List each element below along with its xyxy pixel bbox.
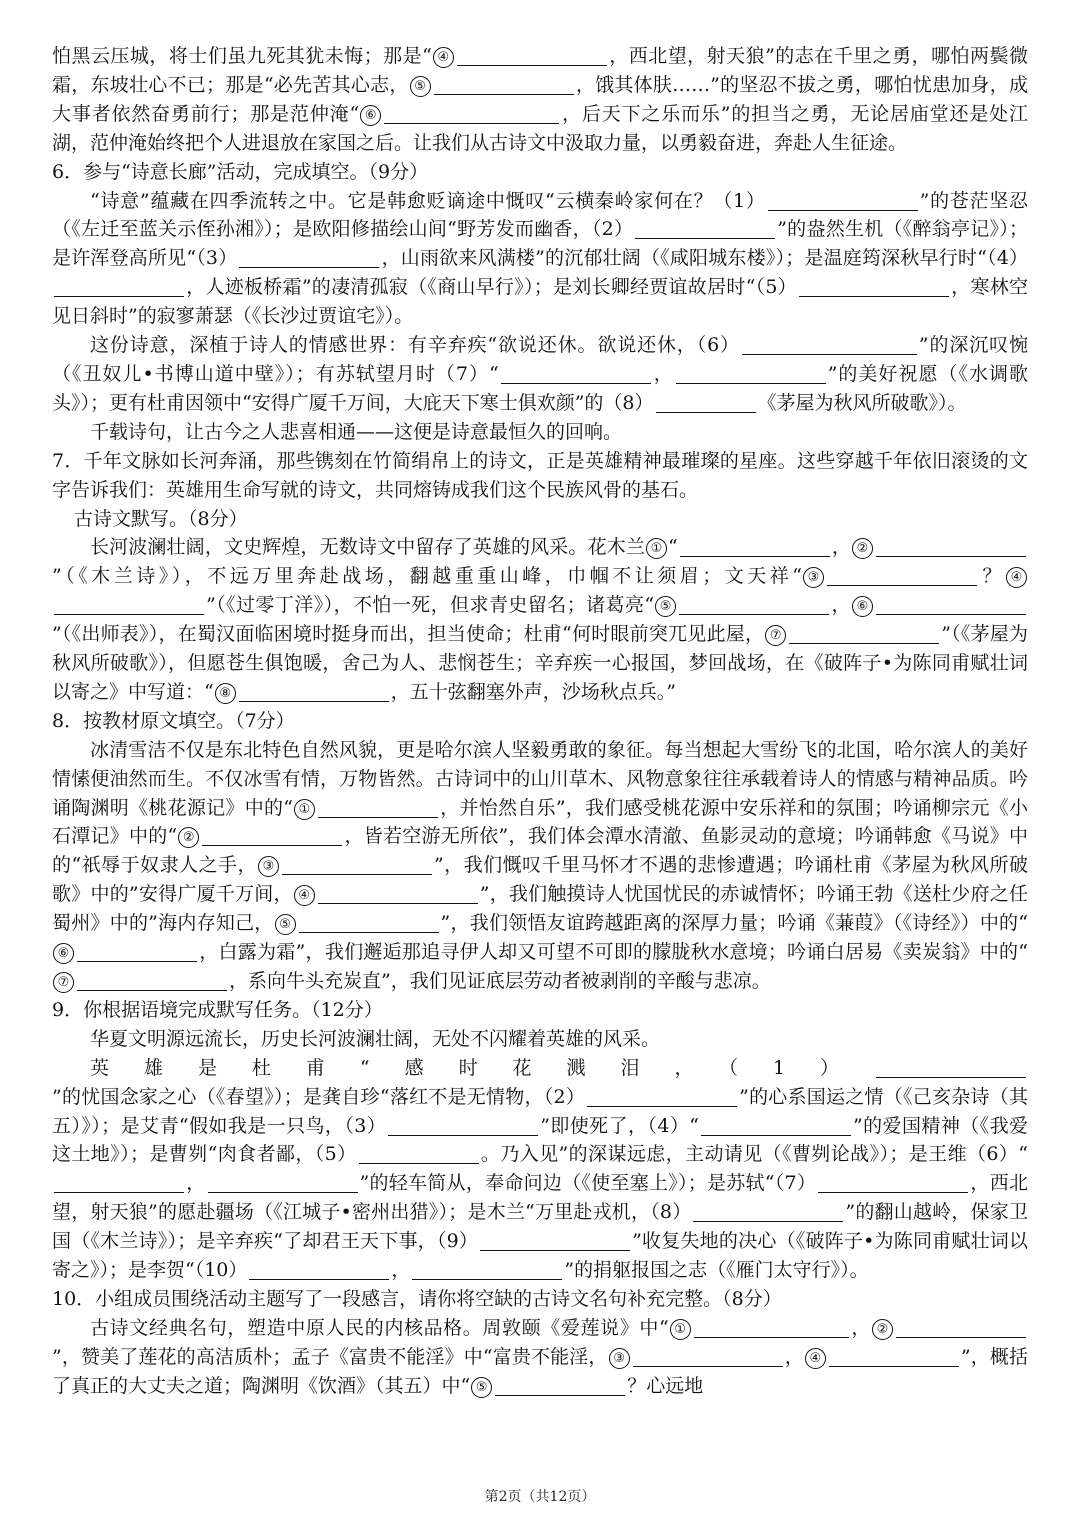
text-segment: ”（《过零丁洋》），不怕一死，但求青史留名；诸葛亮“ [206, 594, 655, 617]
text-segment: ，寒林空见日斜时”的寂寥萧瑟（《长沙过贾谊宅》）。 [52, 276, 1028, 328]
answer-blank[interactable] [799, 276, 949, 297]
circled-number: ⑤ [655, 596, 676, 617]
paragraph-p10 [52, 736, 1028, 996]
text-segment: ”的忧国念家之心（《春望》）；是龚自珍“落红不是无情物，（2） [52, 1085, 586, 1108]
text-segment: ，山雨欲来风满楼”的沉郁壮阔（《咸阳城东楼》）；是温庭筠深秋早行时“（4） [381, 247, 1028, 270]
text-segment: 古诗文默写。（8分） [74, 507, 248, 530]
text-segment: 8．按教材原文填空。（7分） [52, 709, 295, 732]
circled-number: ⑤ [471, 1377, 492, 1398]
text-segment: ， [391, 1259, 411, 1282]
paragraph-p8 [52, 533, 1028, 706]
text-segment: ”（《出师表》），在蜀汉面临困境时挺身而出，担当使命；杜甫“何时眼前突兀见此屋， [52, 623, 765, 646]
text-segment: “ [667, 536, 678, 559]
paragraph-p7 [52, 505, 1028, 534]
circled-number: ① [294, 799, 315, 820]
paragraph-p13 [52, 1054, 1028, 1285]
answer-blank[interactable] [54, 1172, 184, 1193]
text-segment: ”的苍茫坚忍（《左迁至蓝关示侄孙湘》）；是欧阳修描绘山间“野芳发而幽香，（2） [52, 189, 1029, 241]
text-segment: ”，我们领悟友谊跨越距离的深厚力量；吟诵《蒹葭》（《诗经》）中的“ [440, 912, 1028, 935]
answer-blank[interactable] [54, 594, 204, 615]
circled-number: ④ [294, 885, 315, 906]
text-segment: 10．小组成员围绕活动主题写了一段感言，请你将空缺的古诗文名句补充完整。（8分） [52, 1287, 782, 1310]
text-segment: ”收复失地的决心（《破阵子•为陈同甫赋壮词以寄之》）；是李贺“（10） [52, 1230, 1029, 1282]
text-segment: ，西北望，射天狼”的志在千里之勇，哪怕两鬓微霜，东坡壮心不已；那是“必先苦其心志， [52, 45, 1028, 96]
answer-blank[interactable] [282, 854, 432, 875]
text-segment: 《茅屋为秋风所破歌》）。 [757, 391, 967, 414]
circled-number: ⑦ [765, 625, 786, 646]
text-segment: ”，概括了真正的大丈夫之道；陶渊明《饮酒》（其五）中“ [52, 1345, 1028, 1397]
answer-blank[interactable] [434, 74, 574, 95]
text-segment: ”，我们触摸诗人忧国忧民的赤诚情怀；吟诵王勃《送杜少府之任蜀州》中的”海内存知己， [52, 883, 1028, 935]
answer-blank[interactable] [701, 1115, 851, 1136]
paragraph-p9 [52, 707, 1028, 736]
answer-blank[interactable] [896, 1317, 1026, 1338]
answer-blank[interactable] [633, 1346, 783, 1367]
circled-number: ④ [805, 1348, 826, 1369]
text-segment: 冰清雪洁不仅是东北特色自然风貌，更是哈尔滨人坚毅勇敢的象征。每当想起大雪纷飞的北国，哈尔滨人的美好情愫便油然而生。不仅冰雪有情，万物皆然。古诗词中的山川草木、风物意象往往承载着诗人的情感与精神品质。吟诵陶渊明《桃花源记》中的“ [52, 738, 1028, 819]
circled-number: ② [852, 538, 873, 559]
text-segment: ”的翻山越岭，保家卫国（《木兰诗》）；是辛弃疾“了却君王天下事，（9） [52, 1201, 1028, 1253]
paragraph-p3 [52, 187, 1028, 332]
answer-blank[interactable] [876, 536, 1026, 557]
circled-number: ④ [1006, 567, 1027, 588]
text-segment: ，皆若空游无所依”，我们体会潭水清澈、鱼影灵动的意境；吟诵韩愈《马说》中的“祇辱于奴隶人之手， [52, 825, 1029, 877]
text-segment: ”（《茅屋为秋风所破歌》），但愿苍生俱饱暖，舍己为人、悲悯苍生；辛弃疾一心报国，梦回战场，在《破阵子•为陈同甫赋壮词以寄之》中写道：“ [52, 623, 1028, 703]
circled-number: ⑥ [53, 943, 74, 964]
answer-blank[interactable] [501, 363, 651, 384]
answer-blank[interactable] [359, 1143, 479, 1164]
answer-blank[interactable] [239, 247, 379, 268]
circled-number: ③ [609, 1348, 630, 1369]
text-segment: ， [186, 1172, 206, 1195]
text-segment: 华夏文明源远流长，历史长河波澜壮阔，无处不闪耀着英雄的风采。 [90, 1027, 661, 1050]
text-segment: ？心远地 [627, 1374, 704, 1397]
circled-number: ① [670, 1319, 691, 1340]
text-segment: ”的盎然生机（《醉翁亭记》）；是许浑登高所见“（3） [52, 218, 1028, 270]
text-segment: ”的爱国精神（《我爱这土地》）；是曹刿“肉食者鄙，（5） [52, 1114, 1028, 1166]
text-segment: 6．参与“诗意长廊”活动，完成填空。（9分） [52, 160, 429, 183]
text-segment: 古诗文经典名句，塑造中原人民的内核品格。周敦颐《爱莲说》中“ [90, 1316, 669, 1339]
answer-blank[interactable] [789, 623, 939, 644]
text-segment: 英雄是杜甫“感时花溅泪，（1） [90, 1056, 874, 1079]
answer-blank[interactable] [77, 941, 197, 962]
text-segment: ”的捐躯报国之志（《雁门太守行》）。 [564, 1259, 869, 1282]
circled-number: ⑥ [852, 596, 873, 617]
text-segment: ， [652, 362, 674, 385]
text-segment: ，人迹板桥霜”的凄清孤寂（《商山早行》）；是刘长卿经贾谊故居时“（5） [186, 276, 797, 299]
answer-blank[interactable] [77, 970, 227, 991]
answer-blank[interactable] [679, 594, 829, 615]
answer-blank[interactable] [656, 392, 756, 413]
answer-blank[interactable] [318, 797, 438, 818]
answer-blank[interactable] [388, 1115, 538, 1136]
circled-number: ⑦ [53, 972, 74, 993]
answer-blank[interactable] [768, 190, 918, 211]
text-segment: 9．你根据语境完成默写任务。（12分） [52, 998, 383, 1021]
answer-blank[interactable] [693, 1201, 843, 1222]
answer-blank[interactable] [694, 1317, 849, 1338]
paragraph-p4 [52, 331, 1028, 418]
text-segment: ， [850, 1316, 871, 1339]
text-segment: 7．千年文脉如长河奔涌，那些镌刻在竹简绢帛上的诗文，正是英雄精神最璀璨的星座。这些穿越千年依旧滚烫的文字告诉我们：英雄用生命写就的诗文，共同熔铸成我们这个民族风骨的基石。 [52, 449, 1028, 501]
answer-blank[interactable] [480, 1230, 630, 1251]
text-segment: ， [831, 594, 851, 617]
text-segment: “诗意”蕴藏在四季流转之中。它是韩愈贬谪途中慨叹“云横秦岭家何在？（1） [90, 189, 766, 212]
answer-blank[interactable] [457, 45, 607, 66]
page-content [52, 42, 1028, 1401]
answer-blank[interactable] [412, 1259, 562, 1280]
circled-number: ⑤ [275, 914, 296, 935]
text-segment: 。乃入见”的深谋远虑，主动请见（《曹刿论战》）；是王维（6）“ [480, 1143, 1028, 1166]
paragraph-p11 [52, 996, 1028, 1025]
page-footer: 第2页（共12页） [484, 1489, 596, 1505]
text-segment: 怕黑云压城，将士们虽九死其犹未悔；那是“ [52, 45, 432, 67]
text-segment: 长河波澜壮阔，文史辉煌，无数诗文中留存了英雄的风采。花木兰 [90, 536, 645, 559]
answer-blank[interactable] [818, 1172, 968, 1193]
answer-blank[interactable] [876, 594, 1026, 615]
answer-blank[interactable] [202, 825, 342, 846]
text-segment: ， [784, 1345, 804, 1368]
circled-number: ⑤ [410, 76, 431, 97]
circled-number: ③ [803, 567, 824, 588]
text-segment: ，并怡然自乐”，我们感受桃花源中安乐祥和的氛围；吟诵柳宗元《小石潭记》中的“ [52, 796, 1029, 848]
circled-number: ③ [258, 856, 279, 877]
paragraph-p5 [52, 418, 1028, 447]
text-segment: ”的心系国运之情（《己亥杂诗（其五）》）；是艾青“假如我是一只鸟，（3） [52, 1085, 1028, 1137]
circled-number: ① [646, 538, 667, 559]
answer-blank[interactable] [876, 1057, 1026, 1078]
text-segment: ，西北望，射天狼”的愿赴疆场（《江城子•密州出猎》）；是木兰“万里赴戎机，（8） [52, 1172, 1028, 1224]
circled-number: ⑥ [360, 105, 381, 126]
answer-blank[interactable] [208, 1172, 358, 1193]
text-segment: ，后天下之乐而乐”的担当之勇，无论居庙堂还是处江湖，范仲淹始终把个人进退放在家国之后。让我们从古诗文中汲取力量，以勇毅奋进，奔赴人生征途。 [52, 102, 1029, 154]
text-segment: ”的深沉叹惋（《丑奴儿•书博山道中壁》）；有苏轼望月时（7）“ [52, 334, 1028, 385]
text-segment: 这份诗意，深植于诗人的情感世界：有辛弃疾“欲说还休。欲说还休，（6） [90, 334, 740, 357]
text-segment: ，饿其体肤……”的坚忍不拔之勇，哪怕忧患加身，成大事者依然奋勇前行；那是范仲淹“ [52, 73, 1028, 125]
paragraph-p1 [52, 42, 1028, 158]
answer-blank[interactable] [742, 334, 917, 355]
circled-number: ② [872, 1319, 893, 1340]
text-segment: 千载诗句，让古今之人悲喜相通——这便是诗意最恒久的回响。 [90, 420, 623, 443]
paragraph-p15 [52, 1314, 1028, 1401]
text-segment: ，白露为霜”，我们邂逅那追寻伊人却又可望不可即的朦胧秋水意境；吟诵白居易《卖炭翁》中的“ [199, 941, 1028, 964]
paragraph-p6 [52, 447, 1028, 505]
answer-blank[interactable] [587, 1086, 737, 1107]
circled-number: ④ [433, 47, 454, 68]
answer-blank[interactable] [495, 1375, 625, 1396]
text-segment: ，五十弦翻塞外声，沙场秋点兵。” [390, 680, 676, 703]
text-segment: ”（《木兰诗》），不远万里奔赴战场，翻越重重山峰，巾帼不让须眉；文天祥“ [52, 565, 802, 588]
answer-blank[interactable] [635, 218, 775, 239]
paragraph-p2 [52, 158, 1028, 187]
circled-number: ⑧ [215, 683, 236, 704]
text-segment: ”即使死了，（4）“ [540, 1114, 699, 1137]
answer-blank[interactable] [827, 565, 977, 586]
text-segment: ，系向牛头充炭直”，我们见证底层劳动者被剥削的辛酸与悲凉。 [229, 970, 771, 992]
circled-number: ② [178, 827, 199, 848]
text-segment: ”，我们慨叹千里马怀才不遇的悲惨遭遇；吟诵杜甫《茅屋为秋风所破歌》中的”安得广厦千万间， [52, 854, 1028, 906]
text-segment: ”，赞美了莲花的高洁质朴；孟子《富贵不能淫》中“富贵不能淫， [52, 1345, 608, 1368]
answer-blank[interactable] [676, 363, 826, 384]
text-segment: ， [831, 536, 851, 559]
text-segment: ”的美好祝愿（《水调歌头》）；更有杜甫因领中“安得广厦千万间，大庇天下寒士俱欢颜”的（8） [52, 362, 1028, 414]
answer-blank[interactable] [829, 1346, 959, 1367]
answer-blank[interactable] [680, 536, 830, 557]
paragraph-p14 [52, 1285, 1028, 1314]
paragraph-p12 [52, 1025, 1028, 1054]
answer-blank[interactable] [54, 276, 184, 297]
answer-blank[interactable] [299, 912, 439, 933]
text-segment: ”的轻车简从，奉命问边（《使至塞上》）；是苏轼“（7） [359, 1172, 817, 1195]
answer-blank[interactable] [318, 883, 478, 904]
text-segment: ？ [978, 565, 1005, 588]
answer-blank[interactable] [384, 103, 559, 124]
answer-blank[interactable] [239, 681, 389, 702]
answer-blank[interactable] [249, 1259, 389, 1280]
